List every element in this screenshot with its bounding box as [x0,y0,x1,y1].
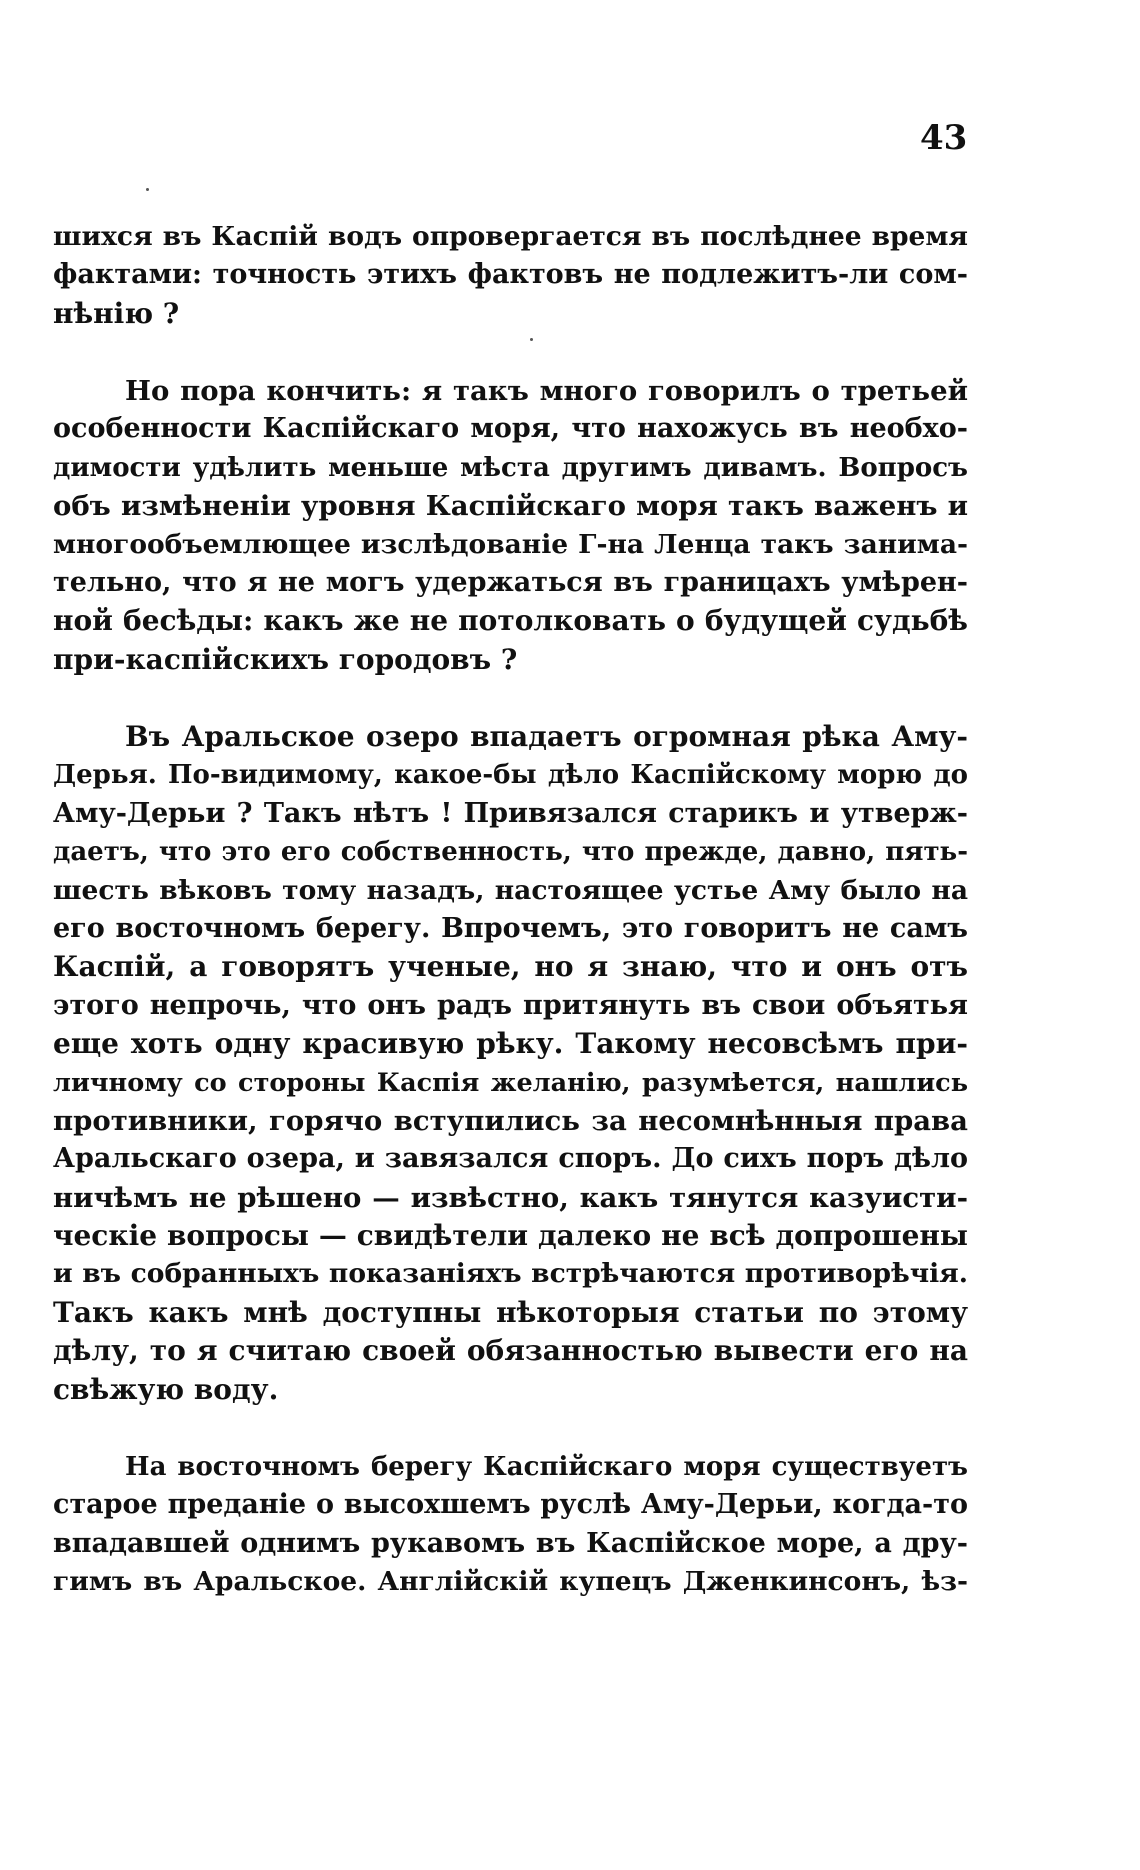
text-line: старое преданіе о высохшемъ руслѣ Аму-Дерьи, когда-то [53,1489,968,1521]
text-line: Аральскаго озера, и завязался споръ. До сихъ поръ дѣло [53,1143,968,1175]
text-line: Аму-Дерьи ? Такъ нѣтъ ! Привязался старикъ и утверж- [53,797,968,829]
print-speck [530,338,533,341]
text-line: шесть вѣковъ тому назадъ, настоящее устье Аму было на [53,874,968,906]
text-line: шихся въ Каспій водъ опровергается въ послѣднее время [53,221,968,252]
paragraph-2 [53,372,968,679]
text-line: ной бесѣды: какъ же не потолковать о будущей судьбѣ [53,604,968,638]
paragraph-4 [53,1448,968,1602]
text-line: даетъ, что это его собственность, что прежде, давно, пять- [53,837,968,868]
text-line: многообъемлющее изслѣдованіе Г-на Ленца такъ занима- [53,528,968,560]
text-line: свѣжую воду. [53,1372,279,1406]
text-line: особенности Каспійскаго моря, что нахожусь въ необхо- [53,413,968,445]
text-line: и въ собранныхъ показаніяхъ встрѣчаются противорѣчія. [53,1258,968,1290]
text-line: тельно, что я не могъ удержаться въ границахъ умѣрен- [53,566,968,598]
text-line: Каспій, а говорятъ ученые, но я знаю, что и онъ отъ [53,950,968,984]
page-number: 43 [920,118,968,158]
text-line: фактами: точность этихъ фактовъ не подлежитъ-ли сом- [53,259,968,291]
text-line: объ измѣненіи уровня Каспійскаго моря такъ важенъ и [53,490,968,523]
text-line: его восточномъ берегу. Впрочемъ, это говоритъ не самъ [53,912,968,944]
text-line: Такъ какъ мнѣ доступны нѣкоторыя статьи по этому [53,1295,968,1329]
text-line: личному со стороны Каспія желанію, разумѣется, нашлись [53,1067,968,1098]
paragraph-3 [53,718,968,1409]
text-line: Въ Аральское озеро впадаетъ огромная рѣка Аму- [125,720,968,753]
text-line: при-каспійскихъ городовъ ? [53,642,518,676]
paragraph-1 [53,218,968,333]
text-line: дѣлу, то я считаю своей обязанностью вывести его на [53,1334,968,1368]
text-line: ческіе вопросы — свидѣтели далеко не всѣ допрошены [53,1219,968,1253]
text-line: впадавшей однимъ рукавомъ въ Каспійское море, а дру- [53,1527,968,1559]
print-speck [146,188,149,191]
text-line: нѣнію ? [53,296,180,330]
text-line: димости удѣлить меньше мѣста другимъ дивамъ. Вопросъ [53,452,968,483]
text-line: гимъ въ Аральское. Англійскій купецъ Дженкинсонъ, ѣз- [53,1566,968,1598]
text-line: еще хоть одну красивую рѣку. Такому несовсѣмъ при- [53,1027,968,1061]
text-line: этого непрочь, что онъ радъ притянуть въ свои объятья [53,989,968,1021]
text-line: противники, горячо вступились за несомнѣнныя права [53,1104,968,1137]
text-line: Дерья. По-видимому, какое-бы дѣло Каспійскому морю до [53,760,968,791]
text-line: ничѣмъ не рѣшено — извѣстно, какъ тянутся казуисти- [53,1181,968,1214]
text-line: Но пора кончить: я такъ много говорилъ о третьей [125,375,968,407]
text-line: На восточномъ берегу Каспійскаго моря существуетъ [125,1452,968,1482]
